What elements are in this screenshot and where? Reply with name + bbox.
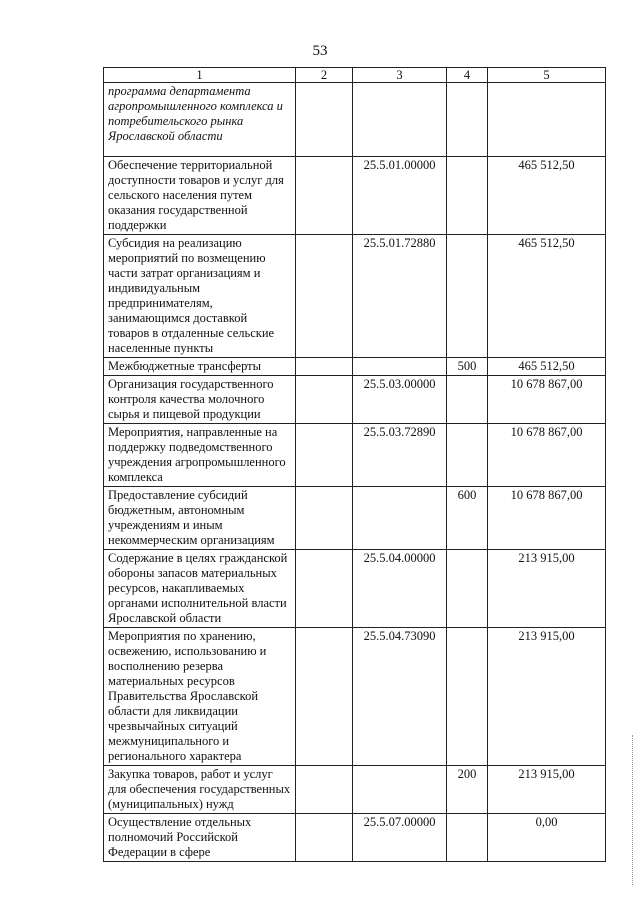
row-name: Осуществление отдельных полномочий Российской Федерации в сфере <box>104 814 296 862</box>
row-code: 25.5.01.72880 <box>353 235 447 358</box>
row-sum: 10 678 867,00 <box>488 424 606 487</box>
row-sum <box>488 83 606 157</box>
row-name: Мероприятия по хранению, освежению, использованию и восполнению резерва материальных ресурсов Правительства Ярославской области для ликвидации чрезвычайных ситуаций межмуниципального и регионального характера <box>104 628 296 766</box>
row-col2 <box>296 766 353 814</box>
row-expense-type <box>447 814 488 862</box>
header-col-1: 1 <box>104 68 296 83</box>
binding-margin-mark <box>632 735 639 885</box>
row-sum: 465 512,50 <box>488 358 606 376</box>
page-number: 53 <box>312 43 328 59</box>
row-col2 <box>296 157 353 235</box>
row-col2 <box>296 424 353 487</box>
row-name: Мероприятия, направленные на поддержку подведомственного учреждения агропромышленного комплекса <box>104 424 296 487</box>
row-col2 <box>296 376 353 424</box>
row-expense-type: 600 <box>447 487 488 550</box>
table-row <box>104 550 606 628</box>
table-row <box>104 766 606 814</box>
row-name: программа департамента агропромышленного комплекса и потребительского рынка Ярославской области <box>104 83 296 157</box>
table-row <box>104 83 606 157</box>
row-col2 <box>296 83 353 157</box>
row-expense-type <box>447 376 488 424</box>
row-expense-type: 500 <box>447 358 488 376</box>
table-row <box>104 628 606 766</box>
row-expense-type <box>447 628 488 766</box>
row-col2 <box>296 550 353 628</box>
row-name: Закупка товаров, работ и услуг для обеспечения государственных (муниципальных) нужд <box>104 766 296 814</box>
table-row <box>104 487 606 550</box>
row-col2 <box>296 487 353 550</box>
header-col-2: 2 <box>296 68 353 83</box>
row-sum: 213 915,00 <box>488 550 606 628</box>
row-expense-type: 200 <box>447 766 488 814</box>
row-name: Содержание в целях гражданской обороны запасов материальных ресурсов, накапливаемых органами исполнительной власти Ярославской области <box>104 550 296 628</box>
table-row <box>104 376 606 424</box>
row-expense-type <box>447 83 488 157</box>
table-row <box>104 814 606 862</box>
row-code: 25.5.04.00000 <box>353 550 447 628</box>
row-col2 <box>296 235 353 358</box>
row-expense-type <box>447 424 488 487</box>
row-sum: 213 915,00 <box>488 628 606 766</box>
table-row <box>104 424 606 487</box>
row-col2 <box>296 358 353 376</box>
row-expense-type <box>447 157 488 235</box>
row-code: 25.5.03.00000 <box>353 376 447 424</box>
row-sum: 465 512,50 <box>488 157 606 235</box>
table-row <box>104 358 606 376</box>
row-name: Субсидия на реализацию мероприятий по возмещению части затрат организациям и индивидуальным предпринимателям, занимающимся доставкой товаров в отдаленные сельские населенные пункты <box>104 235 296 358</box>
row-sum: 0,00 <box>488 814 606 862</box>
header-row <box>104 68 606 83</box>
row-col2 <box>296 628 353 766</box>
row-code <box>353 83 447 157</box>
row-code: 25.5.04.73090 <box>353 628 447 766</box>
header-col-3: 3 <box>353 68 447 83</box>
row-code: 25.5.01.00000 <box>353 157 447 235</box>
header-col-4: 4 <box>447 68 488 83</box>
row-expense-type <box>447 235 488 358</box>
table-row <box>104 235 606 358</box>
row-sum: 213 915,00 <box>488 766 606 814</box>
row-name: Предоставление субсидий бюджетным, автономным учреждениям и иным некоммерческим организациям <box>104 487 296 550</box>
header-col-5: 5 <box>488 68 606 83</box>
row-sum: 10 678 867,00 <box>488 376 606 424</box>
row-code: 25.5.03.72890 <box>353 424 447 487</box>
row-code: 25.5.07.00000 <box>353 814 447 862</box>
row-sum: 10 678 867,00 <box>488 487 606 550</box>
row-code <box>353 766 447 814</box>
row-name: Межбюджетные трансферты <box>104 358 296 376</box>
row-col2 <box>296 814 353 862</box>
row-name: Организация государственного контроля качества молочного сырья и пищевой продукции <box>104 376 296 424</box>
row-code <box>353 358 447 376</box>
row-code <box>353 487 447 550</box>
row-expense-type <box>447 550 488 628</box>
table-row <box>104 157 606 235</box>
budget-table <box>103 67 606 862</box>
row-sum: 465 512,50 <box>488 235 606 358</box>
row-name: Обеспечение территориальной доступности товаров и услуг для сельского населения путем оказания государственной поддержки <box>104 157 296 235</box>
